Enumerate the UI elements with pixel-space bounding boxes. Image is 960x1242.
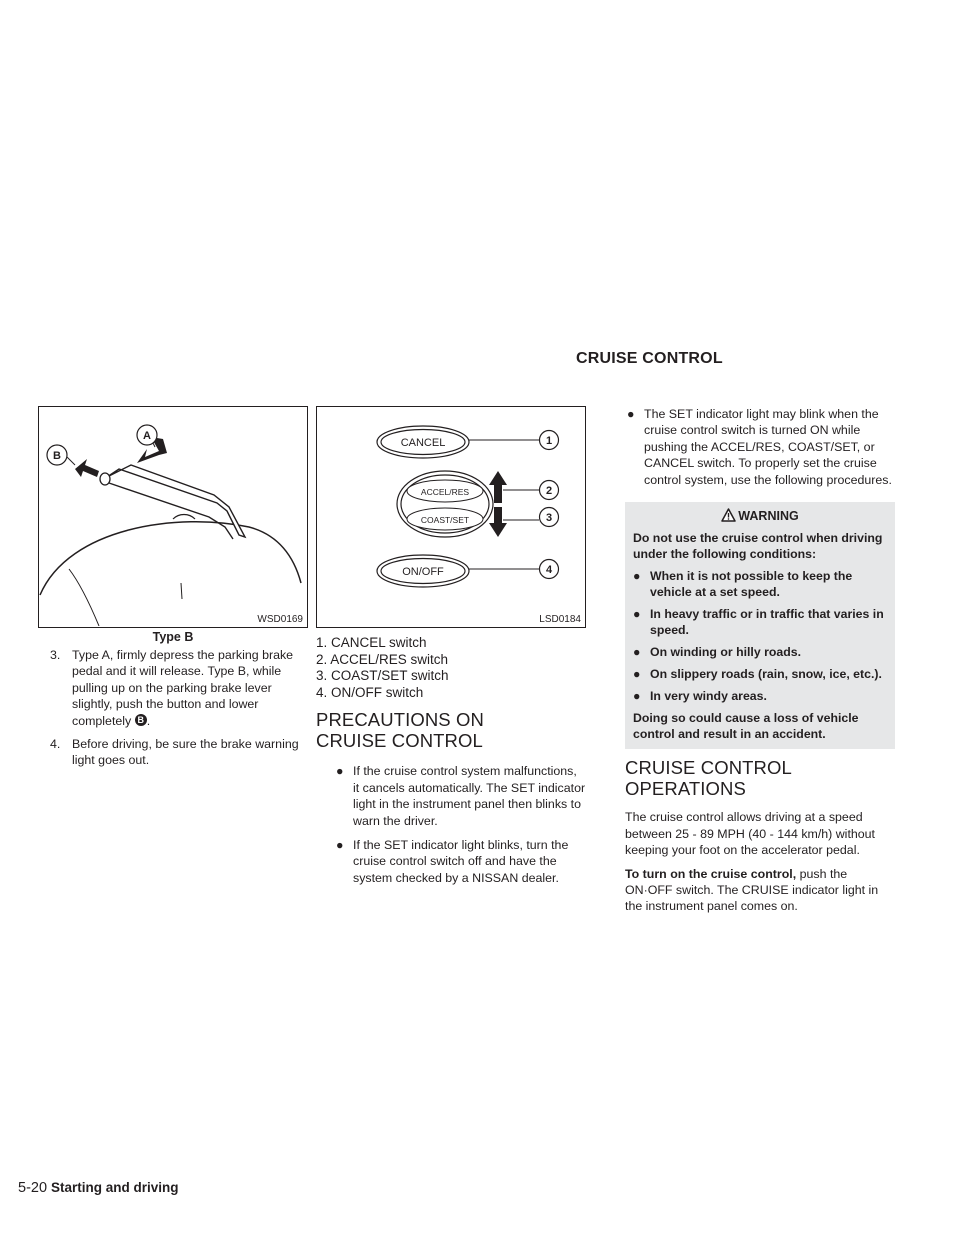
bullet-item xyxy=(336,837,586,886)
marker-b: B xyxy=(135,714,147,726)
column-1 xyxy=(50,647,308,776)
figure-id: WSD0169 xyxy=(257,614,303,625)
coast-set-label: COAST/SET xyxy=(420,515,470,525)
list-item: 4. ON/OFF switch xyxy=(316,684,424,700)
cruise-switch-figure xyxy=(316,406,586,628)
bullet-dot: ● xyxy=(633,689,641,704)
warning-heading xyxy=(633,508,887,524)
parking-brake-figure xyxy=(38,406,308,628)
callout-b: B xyxy=(53,450,61,462)
figure-id: LSD0184 xyxy=(539,614,581,625)
column-3 xyxy=(625,406,895,915)
bullet-dot: ● xyxy=(336,764,344,779)
section-title: CRUISE CONTROL xyxy=(576,350,723,367)
step-text: Type A, firmly depress the parking brake pedal and it will release. Type B, while pulling up on the parking brake lever slightly, push the button and lower completely xyxy=(72,648,294,728)
switch-list xyxy=(316,635,586,701)
bullet-text: The SET indicator light may blink when the cruise control switch is turned ON while pushing the ACCEL/RES, COAST/SET, or CANCEL switch. To properly set the cruise control system, use the following procedures. xyxy=(644,407,892,487)
step-number: 3. xyxy=(50,648,61,662)
bullet-item xyxy=(627,406,895,488)
on-off-label: ON/OFF xyxy=(402,566,444,578)
bullet-dot: ● xyxy=(633,645,641,660)
warning-item xyxy=(633,644,887,660)
warning-item-text: On slippery roads (rain, snow, ice, etc.). xyxy=(650,667,882,682)
bullet-text: If the cruise control system malfunctions, it cancels automatically. The SET indicator light in the instrument panel then blinks to warn the driver. xyxy=(353,764,586,828)
bullet-text: If the SET indicator light blinks, turn the cruise control switch off and have the system checked by a NISSAN dealer. xyxy=(353,838,569,885)
step-4 xyxy=(50,736,308,769)
warning-item-text: When it is not possible to keep the vehicle at a set speed. xyxy=(650,569,853,600)
warning-outro: Doing so could cause a loss of vehicle control and result in an accident. xyxy=(633,711,859,742)
bullet-dot: ● xyxy=(633,667,641,682)
operations-heading: CRUISE CONTROL OPERATIONS xyxy=(625,757,792,800)
bullet-dot: ● xyxy=(633,569,641,584)
bullet-dot: ● xyxy=(627,407,635,421)
column-2 xyxy=(316,635,586,894)
bullet-item xyxy=(336,763,586,829)
warning-item-text: In very windy areas. xyxy=(650,689,767,704)
turn-on-lead: To turn on the cruise control, xyxy=(625,866,797,881)
operations-paragraph: The cruise control allows driving at a speed between 25 - 89 MPH (40 - 144 km/h) without keeping your foot on the accelerator pedal. xyxy=(625,810,875,858)
turn-on-paragraph xyxy=(625,866,895,915)
cancel-label: CANCEL xyxy=(400,437,446,449)
step-number: 4. xyxy=(50,737,61,752)
list-item: 1. CANCEL switch xyxy=(316,635,427,650)
list-item: 3. COAST/SET switch xyxy=(316,668,449,684)
step-text-end: . xyxy=(146,713,151,728)
warning-item-text: In heavy traffic or in traffic that varies in speed. xyxy=(650,607,884,638)
page-number: 5-20 xyxy=(18,1180,48,1196)
step-3 xyxy=(50,647,308,729)
figure-caption: Type B xyxy=(152,630,194,644)
chapter-title: Starting and driving xyxy=(51,1180,179,1195)
warning-item xyxy=(633,606,887,638)
callout-2: 2 xyxy=(545,485,553,497)
warning-item xyxy=(633,688,887,704)
callout-4: 4 xyxy=(545,564,553,576)
accel-res-label: ACCEL/RES xyxy=(420,487,470,497)
warning-intro: Do not use the cruise control when driving under the following conditions: xyxy=(633,531,883,562)
list-item: 2. ACCEL/RES switch xyxy=(316,651,449,667)
page-footer xyxy=(18,1180,179,1196)
warning-box xyxy=(625,502,895,749)
bullet-dot: ● xyxy=(633,607,641,622)
warning-item xyxy=(633,568,887,600)
turn-on-text: push the ON·OFF switch. The CRUISE indicator light in the instrument panel comes on. xyxy=(625,866,879,914)
callout-1: 1 xyxy=(545,435,553,447)
warning-item xyxy=(633,666,887,682)
bullet-dot: ● xyxy=(336,838,344,852)
warning-text xyxy=(633,530,887,742)
cruise-switch-illustration xyxy=(317,407,584,626)
parking-brake-illustration xyxy=(39,407,306,626)
warning-item-text: On winding or hilly roads. xyxy=(650,645,801,660)
callout-3: 3 xyxy=(545,512,553,524)
precautions-heading: PRECAUTIONS ON CRUISE CONTROL xyxy=(316,709,484,752)
warning-label: WARNING xyxy=(738,509,799,524)
callout-a: A xyxy=(143,430,151,442)
step-text: Before driving, be sure the brake warning light goes out. xyxy=(72,737,299,768)
warning-icon xyxy=(721,508,736,522)
